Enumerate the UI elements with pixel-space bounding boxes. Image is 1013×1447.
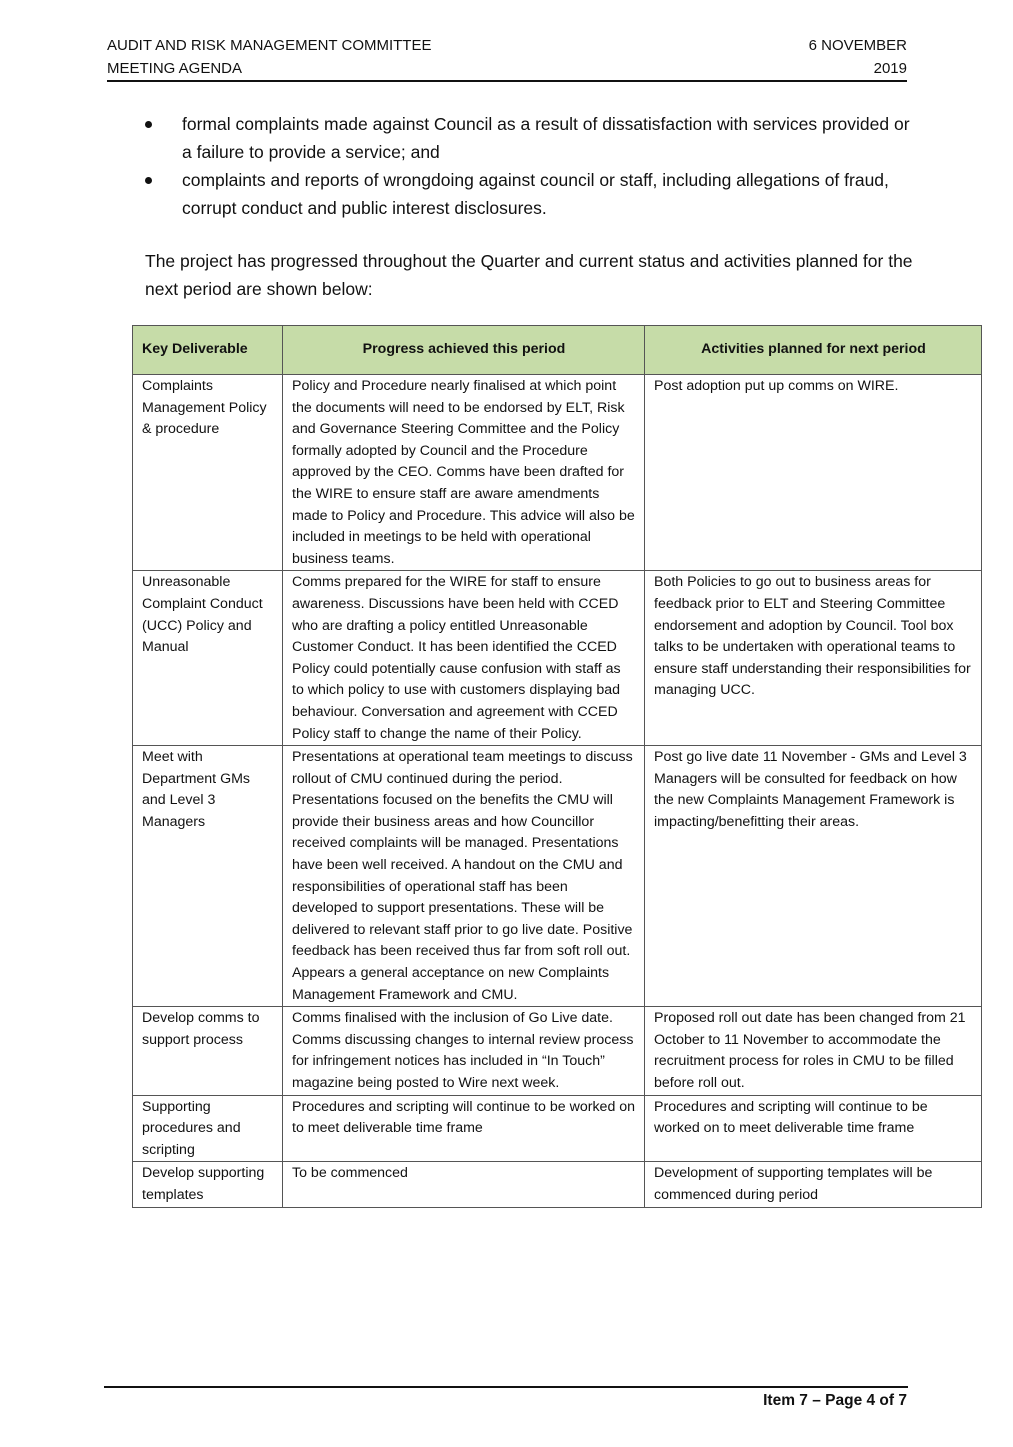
cell-planned: Proposed roll out date has been changed from 21 October to 11 November to accommodate the recruitment process for roles in CMU to be filled before roll out. (645, 1007, 982, 1095)
bullet-item (145, 110, 915, 166)
bullet-text: formal complaints made against Council as a result of dissatisfaction with services provided or a failure to provide a service; and (182, 114, 910, 162)
cell-planned: Development of supporting templates will be commenced during period (645, 1162, 982, 1207)
cell-progress: Procedures and scripting will continue to be worked on to meet deliverable time frame (283, 1095, 645, 1162)
column-header-progress: Progress achieved this period (283, 326, 645, 375)
table-row (133, 1007, 982, 1095)
table-header-row (133, 326, 982, 375)
bullet-icon (145, 121, 152, 128)
cell-deliverable: Supporting procedures and scripting (133, 1095, 283, 1162)
cell-progress: Policy and Procedure nearly finalised at which point the documents will need to be endorsed by ELT, Risk and Governance Steering Committee and the Policy formally adopted by Council and the Procedure approved by the CEO. Comms have been drafted for the WIRE to ensure staff are aware amendments made to Policy and Procedure. This advice will also be included in meetings to be held with operational business teams. (283, 375, 645, 571)
column-header-planned: Activities planned for next period (645, 326, 982, 375)
cell-progress: Comms finalised with the inclusion of Go Live date. Comms discussing changes to internal review process for infringement notices has included in “In Touch” magazine being posted to Wire next week. (283, 1007, 645, 1095)
header-divider (107, 80, 907, 82)
cell-deliverable: Meet with Department GMs and Level 3 Managers (133, 746, 283, 1007)
cell-planned: Procedures and scripting will continue to be worked on to meet deliverable time frame (645, 1095, 982, 1162)
cell-planned: Post adoption put up comms on WIRE. (645, 375, 982, 571)
page-number: Item 7 – Page 4 of 7 (763, 1392, 907, 1409)
bullet-item (145, 166, 915, 222)
cell-deliverable: Develop supporting templates (133, 1162, 283, 1207)
table-row (133, 1095, 982, 1162)
cell-deliverable: Develop comms to support process (133, 1007, 283, 1095)
header-date-line-2: 2019 (873, 60, 907, 77)
intro-paragraph: The project has progressed throughout the Quarter and current status and activities planned for the next period are shown below: (145, 251, 913, 299)
cell-deliverable: Unreasonable Complaint Conduct (UCC) Policy and Manual (133, 571, 283, 746)
header-meeting-date (809, 34, 907, 80)
bullet-list (145, 110, 915, 222)
cell-progress: Comms prepared for the WIRE for staff to ensure awareness. Discussions have been held with CCED who are drafting a policy entitled Unreasonable Customer Conduct. It has been identified the CCED Policy could potentially cause confusion with staff as to which policy to use with customers displaying bad behaviour. Conversation and agreement with CCED Policy staff to change the name of their Policy. (283, 571, 645, 746)
footer-divider (104, 1386, 908, 1388)
header-title-line-2: MEETING AGENDA (107, 60, 243, 77)
cell-progress: To be commenced (283, 1162, 645, 1207)
cell-planned: Both Policies to go out to business areas for feedback prior to ELT and Steering Committee endorsement and adoption by Council. Tool box talks to be undertaken with operational teams to ensure staff understanding their responsibilities for managing UCC. (645, 571, 982, 746)
bullet-icon (145, 177, 152, 184)
column-header-key-deliverable: Key Deliverable (133, 326, 283, 375)
header-title-line-1: AUDIT AND RISK MANAGEMENT COMMITTEE (107, 37, 432, 54)
table-row (133, 375, 982, 571)
header-date-line-1: 6 NOVEMBER (808, 37, 907, 54)
header-committee-title (107, 34, 431, 80)
table-row (133, 746, 982, 1007)
cell-progress: Presentations at operational team meetings to discuss rollout of CMU continued during the period. Presentations focused on the benefits the CMU will provide their business areas and how Councillor received complaints will be managed. Presentations have been well received. A handout on the CMU and responsibilities of operational staff has been developed to support presentations. These will be delivered to relevant staff prior to go live date. Positive feedback has been received thus far from soft roll out. Appears a general acceptance on new Complaints Management Framework and CMU. (283, 746, 645, 1007)
bullet-text: complaints and reports of wrongdoing against council or staff, including allegations of fraud, corrupt conduct and public interest disclosures. (182, 170, 889, 218)
cell-deliverable: Complaints Management Policy & procedure (133, 375, 283, 571)
cell-planned: Post go live date 11 November - GMs and Level 3 Managers will be consulted for feedback on how the new Complaints Management Framework is impacting/benefitting their areas. (645, 746, 982, 1007)
table-row (133, 1162, 982, 1207)
table-row (133, 571, 982, 746)
deliverables-table (132, 325, 982, 1208)
